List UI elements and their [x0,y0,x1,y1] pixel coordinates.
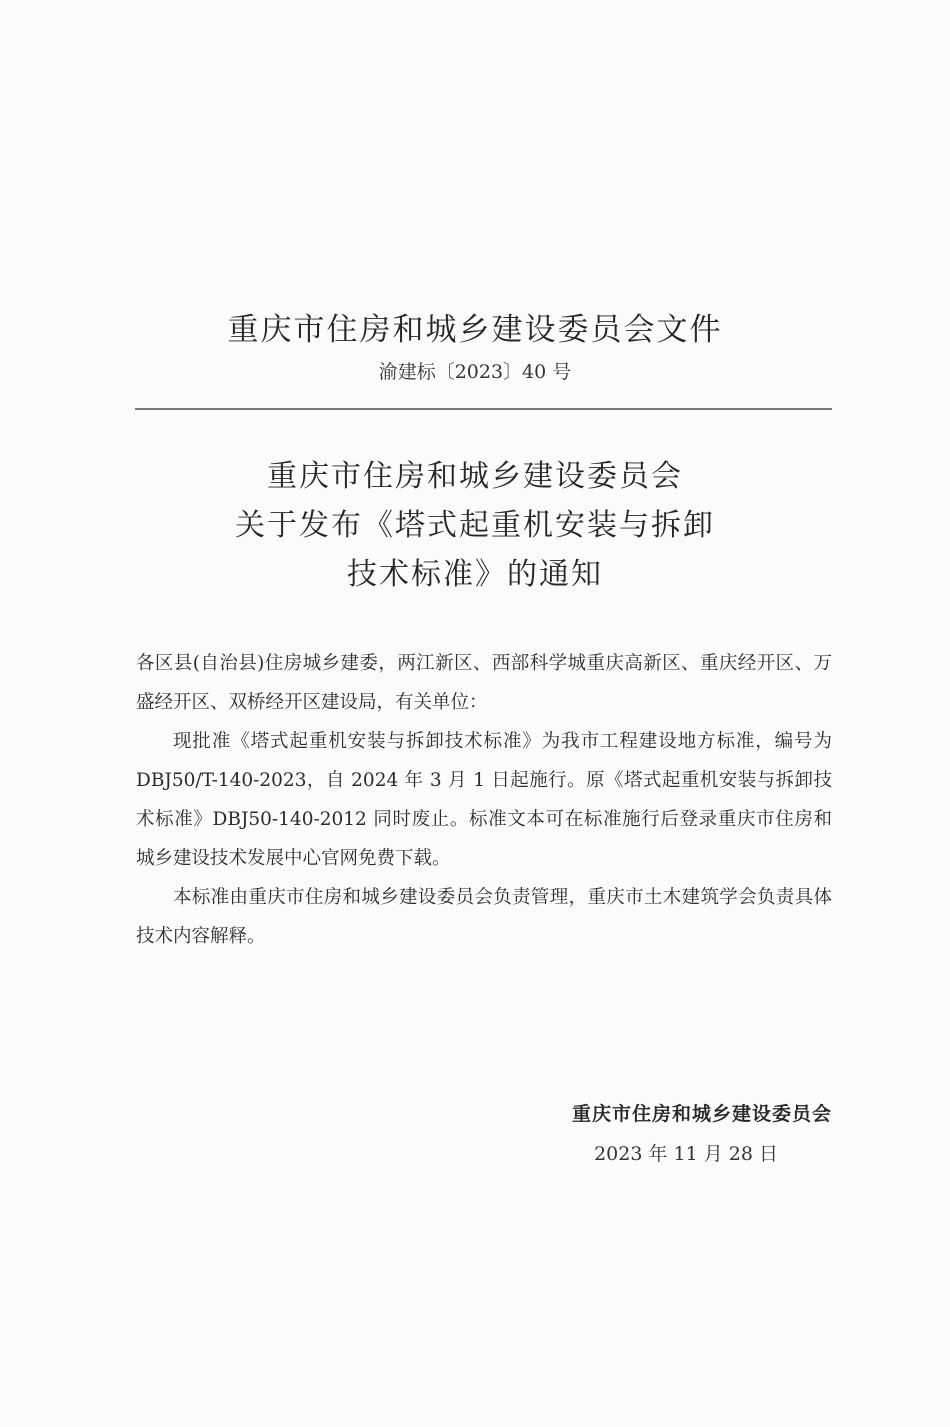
document-header [0,305,950,387]
body-paragraph-2: 本标准由重庆市住房和城乡建设委员会负责管理，重庆市土木建筑学会负责具体技术内容解释。 [136,887,832,947]
notice-title [0,452,950,599]
title-line-1: 重庆市住房和城乡建设委员会 [267,459,683,494]
addressee: 各区县(自治县)住房城乡建委，两江新区、西部科学城重庆高新区、重庆经开区、万盛经开区、双桥经开区建设局，有关单位： [136,653,832,713]
document-number: 渝建标〔2023〕40 号 [378,361,572,383]
issuer-title: 重庆市住房和城乡建设委员会文件 [227,312,723,348]
header-divider [135,408,832,410]
signing-organization: 重庆市住房和城乡建设委员会 [571,1103,832,1125]
title-line-3: 技术标准》的通知 [347,557,603,592]
notice-body [136,644,832,956]
issue-date: 2023 年 11 月 28 日 [594,1143,778,1165]
body-paragraph-1: 现批准《塔式起重机安装与拆卸技术标准》为我市工程建设地方标准，编号为 DBJ50/T-140-2023，自 2024 年 3 月 1 日起施行。原《塔式起重机安装与拆卸技术标准》DBJ50-140-2012 同时废止。标准文本可在标准施行后登录重庆市住房和城乡建设技术发展中心官网免费下载。 [136,731,832,869]
title-line-2: 关于发布《塔式起重机安装与拆卸 [235,508,715,543]
